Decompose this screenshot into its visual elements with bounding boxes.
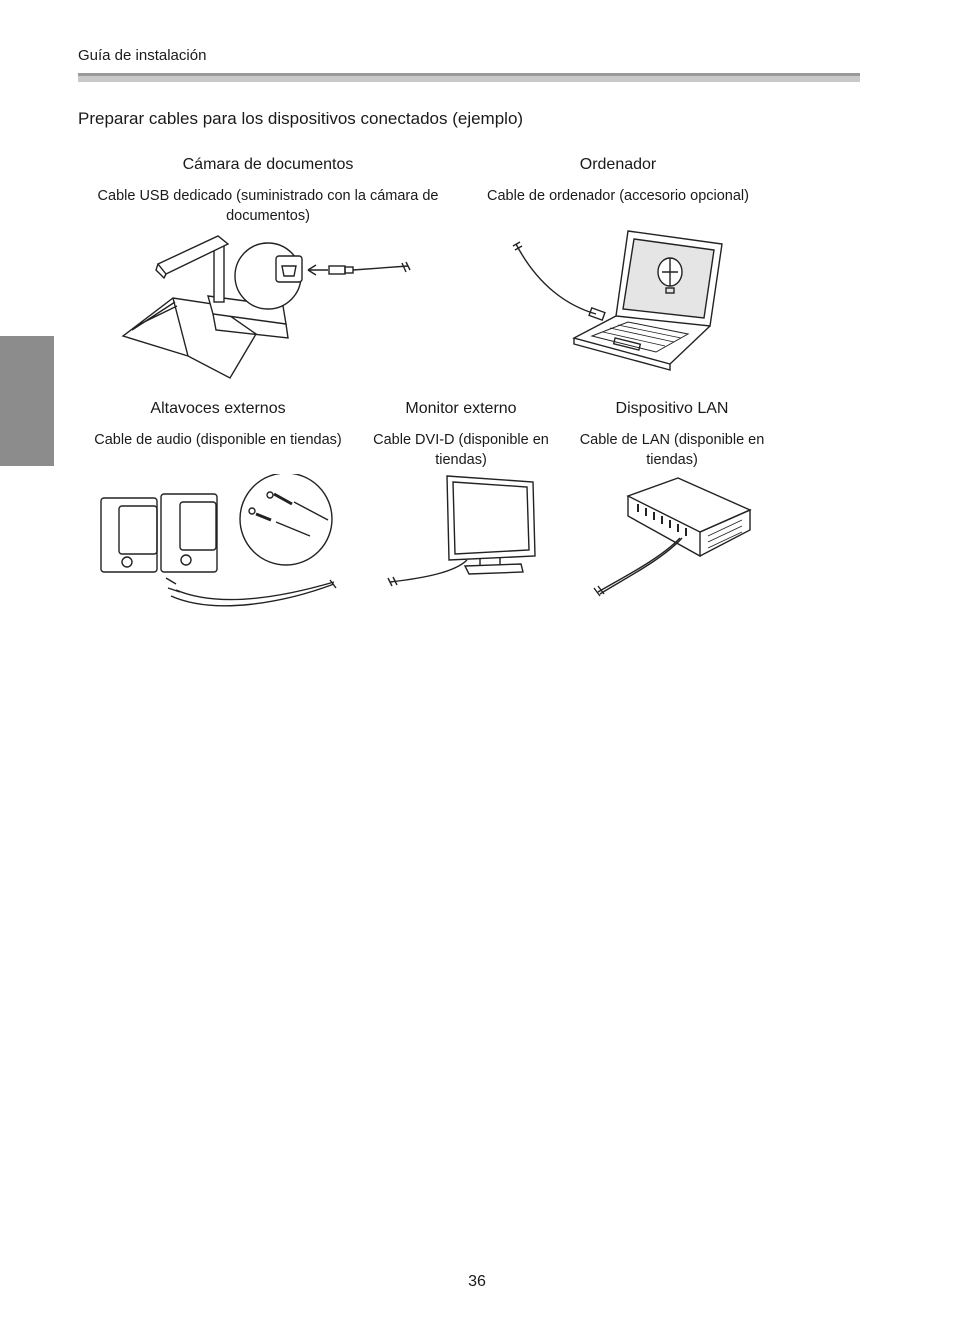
device-title-external-monitor: Monitor externo: [405, 400, 517, 417]
device-title-lan-device: Dispositivo LAN: [615, 400, 729, 417]
lan-hub-icon: [590, 474, 755, 599]
device-title-document-camera: Cámara de documentos: [182, 156, 354, 173]
section-heading: Preparar cables para los dispositivos conectados (ejemplo): [78, 109, 524, 128]
side-tab: [0, 336, 54, 466]
device-cable-external-speakers: Cable de audio (disponible en tiendas): [94, 432, 342, 448]
speakers-icon: [96, 474, 341, 619]
device-title-external-speakers: Altavoces externos: [150, 400, 286, 417]
device-cable-document-camera: Cable USB dedicado (suministrado con la cámara de documentos): [97, 188, 439, 224]
laptop-icon: [508, 226, 728, 376]
header-title: Guía de instalación: [78, 47, 207, 64]
page-number: 36: [468, 1273, 486, 1290]
device-cable-lan-device: Cable de LAN (disponible en tiendas): [579, 432, 765, 468]
document-camera-icon: [118, 226, 418, 386]
header-rule: [78, 73, 860, 82]
monitor-icon: [385, 472, 545, 592]
device-title-computer: Ordenador: [579, 156, 657, 173]
device-cable-computer: Cable de ordenador (accesorio opcional): [487, 188, 749, 204]
device-cable-external-monitor: Cable DVI-D (disponible en tiendas): [373, 432, 549, 468]
